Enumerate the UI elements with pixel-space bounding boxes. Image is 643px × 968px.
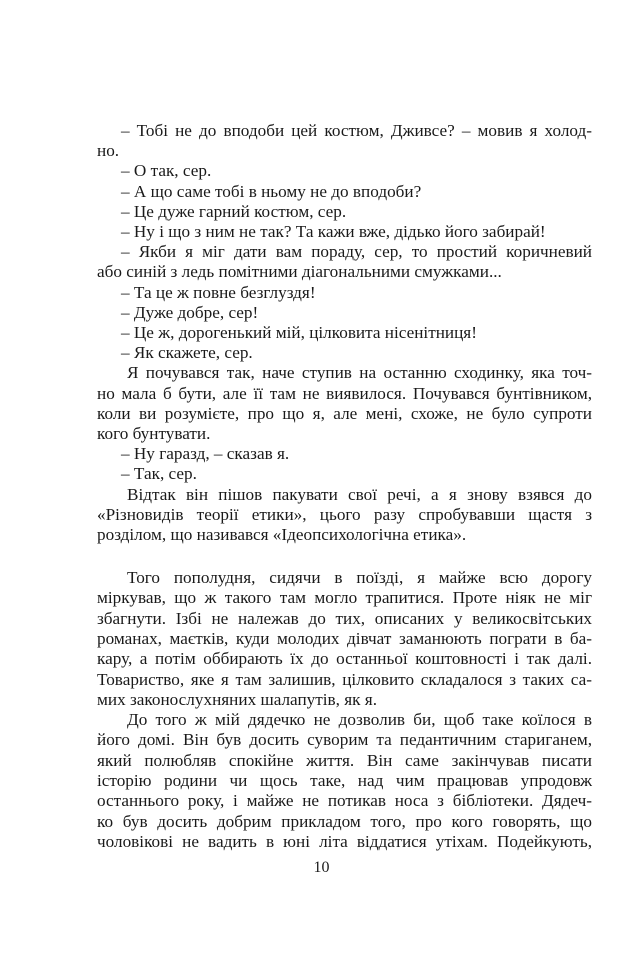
text-line: розділом, що називався «Ідеопсихологічна етика». [97,525,467,544]
text-line: Відтак він пішов пакувати свої речі, а я знову взявся до [127,484,592,504]
text-line: – Дуже добре, сер! [121,302,259,322]
text-line: ко був досить добрим прикладом того, про кого говорять, що [97,811,592,831]
text-line: – Тобі не до вподоби цей костюм, Дживсе? – мовив я холод- [121,121,592,140]
text-line: – Ну гаразд, – сказав я. [121,444,290,464]
text-line: но. [97,141,120,161]
text-line: коли ви розумієте, про що я, але мені, схоже, не було супроти [97,403,592,423]
text-line: кого бунтувати. [97,424,211,443]
text-line: – Це ж, дорогенький мій, цілковита нісенітниця! [121,323,477,342]
text-line: міркував, що ж такого там могло трапитися. Проте ніяк не міг [97,588,592,608]
text-line: кару, а потім оббирають їх до останньої коштовності і так далі. [97,649,592,669]
text-line: но мала б бути, але її там не виявилося. Почувався бунтівником, [97,383,592,403]
text-line: або синій з ледь помітними діагональними смужками... [97,262,502,282]
text-line: До того ж мій дядечко не дозволив би, щоб таке коїлося в [127,710,592,730]
text-line: Я почувався так, наче ступив на останню сходинку, яка точ- [127,363,592,383]
text-line: який полюбляв спокійне життя. Він саме закінчував писати [97,750,592,770]
text-line: – Як скажете, сер. [121,343,253,363]
text-line: останнього року, і майже не потикав носа з бібліотеки. Дядеч- [97,791,592,811]
text-line: мих законослухняних шалапутів, як я. [97,689,377,709]
text-line: – Це дуже гарний костюм, сер. [121,201,347,221]
text-line: «Різновидів теорії етики», цього разу спробувавши щастя з [97,504,592,524]
text-line: – Так, сер. [121,464,197,484]
text-line: – Та це ж повне безглуздя! [121,282,316,302]
text-line: романах, маєтків, куди молодих дівчат заманюють пограти в ба- [97,628,592,648]
text-line: – Якби я міг дати вам пораду, сер, то простий коричневий [121,242,592,262]
text-line: Товариство, яке я там залишив, цілковито складалося з таких са- [97,669,592,689]
text-line: його домі. Він був досить суворим та педантичним стариганем, [97,730,592,750]
text-line: історію родини чи щось таке, над чим працював упродовж [97,771,592,790]
text-line: – Ну і що з ним не так? Та кажи вже, дідько його забирай! [121,222,546,241]
page-number: 10 [313,859,330,876]
text-line: чоловікові не вадить в юні літа віддатися утіхам. Подейкують, [97,831,592,851]
text-line: – О так, сер. [121,161,212,181]
text-line: – А що саме тобі в ньому не до вподоби? [121,181,422,201]
text-line: збагнути. Ізбі не належав до тих, описаних у великосвітських [97,608,592,628]
text-line: Того пополудня, сидячи в поїзді, я майже всю дорогу [127,568,592,587]
